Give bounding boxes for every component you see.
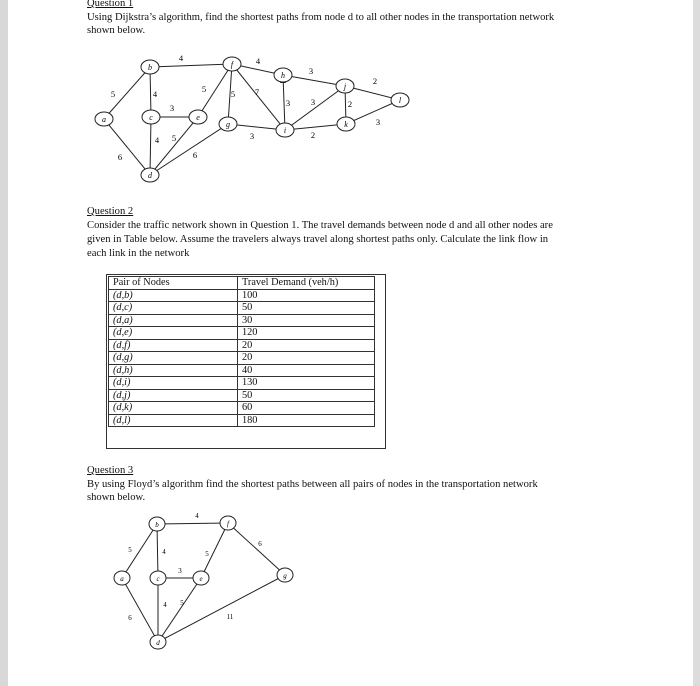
table-row [109,389,375,402]
viewer-right-margin [693,0,700,686]
table-row [109,414,375,427]
demand-cell: 30 [238,314,375,327]
demand-cell: 130 [238,377,375,390]
node-g-label: g [226,120,230,129]
network-graph-2 [110,510,310,660]
demand-cell: 20 [238,339,375,352]
question-3-text-line-1: By using Floyd’s algorithm find the shortest paths between all pairs of nodes in the transportation network [87,479,538,490]
weight-b-c: 4 [162,548,166,556]
weight-j-l: 2 [372,76,378,86]
demand-table [108,276,375,427]
pair-cell: (d,f) [109,339,238,352]
demand-cell: 50 [238,302,375,315]
network-graph-1 [90,42,510,192]
weight-a-b: 5 [128,546,132,554]
node-b-label: b [148,63,152,72]
node-c-label: c [156,575,160,583]
table-row [109,289,375,302]
pair-cell: (d,k) [109,402,238,415]
table-row [109,314,375,327]
weight-g-d: 6 [192,150,198,160]
weight-e-f: 5 [201,84,207,94]
weight-k-l: 3 [375,117,381,127]
node-d-label: d [156,639,160,647]
weight-f-g: 5 [230,89,236,99]
pair-cell: (d,a) [109,314,238,327]
table-row [109,327,375,340]
node-a-label: a [102,115,106,124]
weight-d-g: 11 [226,613,234,621]
weight-h-j: 3 [308,66,314,76]
weight-c-e: 3 [178,567,182,575]
demand-cell: 180 [238,414,375,427]
node-e-label: e [199,575,203,583]
weight-b-c: 4 [152,89,158,99]
question-3-text-line-2: shown below. [87,492,146,503]
weight-f-i: 7 [254,87,260,97]
node-e-label: e [196,113,200,122]
question-2-heading: Question 2 [87,206,134,217]
header-travel-demand: Travel Demand (veh/h) [238,277,375,290]
weight-f-g: 6 [258,540,262,548]
weight-b-f: 4 [195,512,199,520]
pair-cell: (d,i) [109,377,238,390]
table-row [109,377,375,390]
demand-cell: 100 [238,289,375,302]
question-1-text-line-1: Using Dijkstra’s algorithm, find the shortest paths from node d to all other nodes in the transportation network [87,12,555,23]
question-1-heading: Question 1 [87,0,134,9]
pair-cell: (d,g) [109,352,238,365]
viewer-left-margin [0,0,8,686]
pair-cell: (d,c) [109,302,238,315]
weight-c-d: 4 [163,601,167,609]
demand-cell: 60 [238,402,375,415]
node-i-label: i [283,126,287,135]
weight-a-d: 6 [117,152,123,162]
weight-c-e: 3 [169,103,175,113]
node-g-label: g [283,572,287,580]
table-row [109,339,375,352]
pair-cell: (d,l) [109,414,238,427]
table-row [109,364,375,377]
table-row [109,402,375,415]
weight-g-i: 3 [249,131,255,141]
question-2-text-line-1: Consider the traffic network shown in Question 1. The travel demands between node d and all other nodes are [87,220,553,231]
node-d-label: d [148,171,152,180]
question-1-text-line-2: shown below. [87,25,146,36]
weight-e-d: 5 [171,133,177,143]
node-a-label: a [120,575,124,583]
node-f-label: f [227,520,229,528]
demand-cell: 40 [238,364,375,377]
question-3-heading: Question 3 [87,465,134,476]
question-2-text-line-3: each link in the network [87,248,190,259]
node-j-label: j [343,82,347,91]
weight-i-k: 2 [310,130,316,140]
demand-cell: 20 [238,352,375,365]
demand-cell: 50 [238,389,375,402]
demand-cell: 120 [238,327,375,340]
table-row [109,302,375,315]
weight-e-f: 5 [205,550,209,558]
weight-c-d: 4 [154,135,160,145]
weight-a-d: 6 [128,614,132,622]
pair-cell: (d,e) [109,327,238,340]
pair-cell: (d,b) [109,289,238,302]
weight-j-k: 2 [347,99,353,109]
pair-cell: (d,j) [109,389,238,402]
node-b-label: b [155,521,159,529]
node-h-label: h [281,71,285,80]
node-l-label: l [398,96,402,105]
weight-a-b: 5 [110,89,116,99]
pair-cell: (d,h) [109,364,238,377]
header-pair-of-nodes: Pair of Nodes [109,277,238,290]
node-f-label: f [230,60,234,69]
weight-f-h: 4 [255,56,261,66]
table-row [109,352,375,365]
weight-e-d: 5 [180,599,184,607]
weight-i-j: 3 [310,97,316,107]
question-2-text-line-2: given in Table below. Assume the travelers always travel along shortest paths only. Calculate the link flow in [87,234,549,245]
node-k-label: k [344,120,348,129]
node-c-label: c [149,113,153,122]
table-header-row [109,277,375,290]
weight-b-f: 4 [178,53,184,63]
weight-i-h: 3 [285,98,291,108]
